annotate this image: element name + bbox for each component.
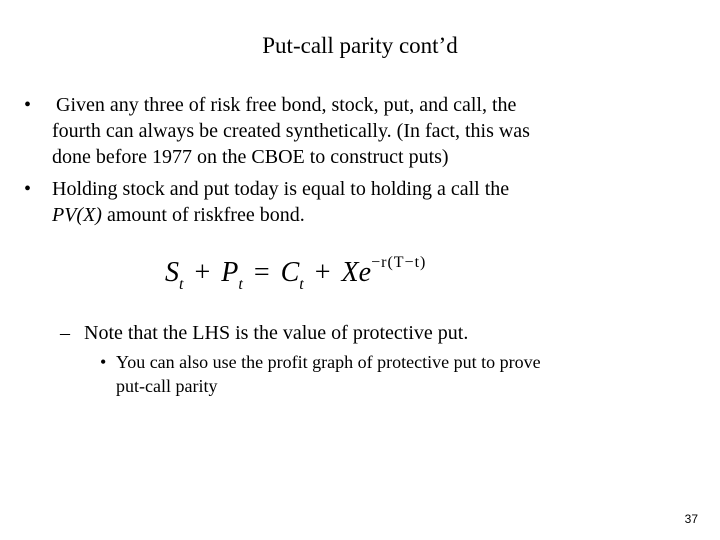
sub-sub-bullet-text: [116, 350, 676, 398]
formula-equals: =: [253, 257, 270, 288]
bullet-line: Holding stock and put today is equal to holding a call the: [52, 178, 510, 200]
put-call-parity-formula: [165, 255, 455, 303]
sub-sub-bullet-line: You can also use the profit graph of protective put to prove: [116, 352, 541, 372]
bullet-line: Given any three of risk free bond, stock, put, and call, the: [56, 94, 517, 116]
sub-sub-bullet-line: put-call parity: [116, 376, 218, 396]
bullet-text: [52, 92, 672, 170]
bullet-line: [52, 202, 672, 228]
formula-plus: +: [314, 257, 331, 288]
formula-exponent: −r(T−t): [371, 254, 427, 271]
formula-s: S: [165, 257, 179, 288]
bullet-item: [24, 176, 684, 230]
sub-bullet-text: Note that the LHS is the value of protective put.: [84, 322, 469, 344]
bullet-line-rest: amount of riskfree bond.: [101, 204, 305, 226]
sub-bullet-marker: –: [60, 322, 70, 344]
bullet-line: done before 1977 on the CBOE to construct puts): [52, 146, 449, 168]
formula-plus: +: [194, 257, 211, 288]
page-number: 37: [684, 512, 698, 526]
formula-x: X: [341, 257, 359, 288]
formula-s-subscript: t: [179, 276, 184, 293]
sub-sub-bullet-marker: •: [100, 352, 107, 372]
formula-p-subscript: t: [238, 276, 243, 293]
bullet-marker: •: [24, 178, 32, 200]
formula-c: C: [280, 257, 300, 288]
slide-title: Put-call parity cont’d: [262, 33, 458, 58]
bullet-marker: •: [24, 94, 32, 116]
formula-e: e: [358, 257, 372, 288]
bullet-text: [52, 176, 672, 228]
pv-x-term: PV(X): [52, 204, 102, 226]
bullet-line: fourth can always be created synthetically. (In fact, this was: [52, 120, 530, 142]
bullet-item: [24, 92, 684, 172]
sub-bullet-item: [60, 320, 680, 346]
formula-p: P: [221, 257, 239, 288]
formula-c-subscript: t: [299, 276, 304, 293]
